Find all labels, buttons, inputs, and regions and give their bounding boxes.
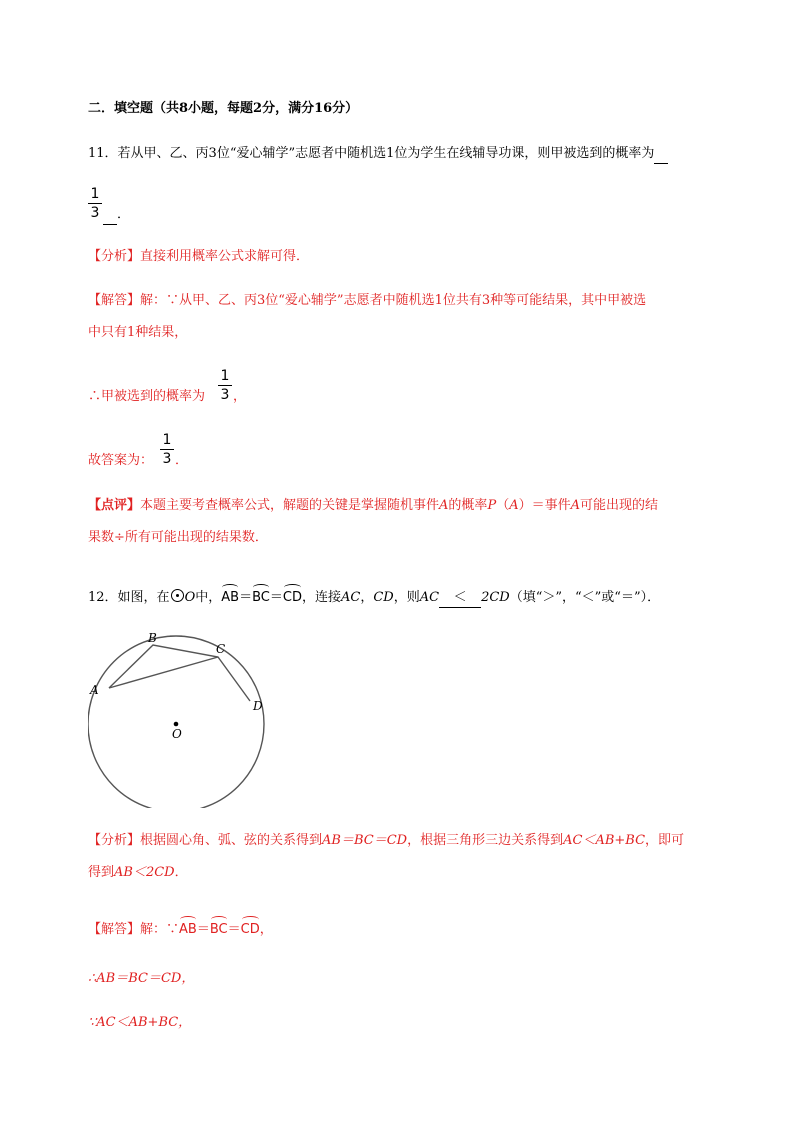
q11-number: 11． bbox=[88, 146, 118, 161]
q12-ac: AC bbox=[340, 590, 361, 605]
q12-text-4: ，则 bbox=[393, 590, 420, 605]
q11-comment-label: 【点评】 bbox=[88, 498, 141, 513]
q11-step2-numerator: 1 bbox=[160, 432, 174, 450]
q12-solution-arc-ab: AB bbox=[179, 918, 197, 939]
q12-text-2: 中， bbox=[195, 590, 222, 605]
q12-step2 bbox=[88, 1014, 191, 1032]
q11-solution-text1: 解：∵从甲、乙、丙3位“爱心辅学”志愿者中随机选1位共有3种等可能结果，其中甲被选 bbox=[140, 293, 647, 308]
q12-solution-eq-1: ＝ bbox=[196, 922, 210, 937]
q11-comment-line2 bbox=[88, 529, 268, 547]
label-d: D bbox=[253, 699, 263, 713]
q12-analysis-text-a: 根据圆心角、弧、弦的关系得到 bbox=[140, 833, 323, 848]
q11-comment-line1 bbox=[88, 497, 658, 515]
q11-blank-end bbox=[103, 206, 117, 225]
q11-comment-text-c: （ bbox=[496, 498, 510, 513]
q12-2cd: 2CD bbox=[481, 590, 510, 605]
q12-solution-arc-cd: CD bbox=[241, 918, 260, 939]
q12-analysis-expr2: AC＜AB+BC bbox=[563, 833, 646, 848]
q11-blank-start bbox=[654, 145, 668, 164]
q11-comment-var-a2: A bbox=[509, 498, 519, 513]
q12-analysis-text-e: ． bbox=[174, 865, 188, 880]
q12-answer-blank: ＜ bbox=[439, 589, 481, 608]
q11-solution-line1 bbox=[88, 292, 646, 310]
q11-step1-fraction bbox=[218, 368, 232, 403]
q11-answer-tail bbox=[103, 206, 130, 225]
q11-answer-denominator: 3 bbox=[90, 205, 100, 221]
q11-comment-text2: 果数÷所有可能出现的结果数． bbox=[88, 530, 268, 545]
q11-comment-text-d: ）＝事件 bbox=[518, 498, 571, 513]
q11-step1-suffix: ， bbox=[233, 389, 247, 404]
q12-number: 12． bbox=[88, 590, 118, 605]
q12-arc-cd: CD bbox=[283, 586, 302, 607]
q11-step2 bbox=[88, 452, 153, 470]
q12-eq-1: ＝ bbox=[239, 590, 253, 605]
q12-analysis-label: 【分析】 bbox=[88, 833, 141, 848]
q11-step1-end bbox=[233, 388, 246, 406]
q12-text-5: （填“＞”，“＜”或“＝”）． bbox=[509, 590, 661, 605]
section-heading-text: 二．填空题（共8小题，每题2分，满分16分） bbox=[88, 101, 359, 116]
q12-eq-2: ＝ bbox=[269, 590, 283, 605]
q11-step2-prefix: 故答案为： bbox=[88, 453, 154, 468]
q11-answer-period: ． bbox=[117, 207, 131, 222]
q12-arc-bc: BC bbox=[252, 586, 270, 607]
q12-text-1: 如图，在 bbox=[117, 590, 170, 605]
q11-answer-numerator: 1 bbox=[88, 186, 102, 204]
q12-circle-name: O bbox=[184, 590, 196, 605]
q11-step2-end bbox=[175, 452, 188, 470]
q12-arc-ab: AB bbox=[221, 586, 239, 607]
q11-analysis-label: 【分析】 bbox=[88, 249, 141, 264]
q11-comment-text-a: 本题主要考查概率公式，解题的关键是掌握随机事件 bbox=[140, 498, 440, 513]
center-point-o bbox=[174, 722, 179, 727]
q12-cd: CD bbox=[373, 590, 394, 605]
q12-text-3: ，连接 bbox=[301, 590, 341, 605]
label-c: C bbox=[216, 642, 226, 656]
section-heading bbox=[88, 100, 358, 118]
label-a: A bbox=[90, 683, 99, 697]
q12-solution bbox=[88, 918, 273, 939]
circle-symbol-icon bbox=[171, 589, 184, 602]
q12-solution-arc-bc: BC bbox=[210, 918, 228, 939]
q11-step1-numerator: 1 bbox=[218, 368, 232, 386]
q11-comment-text-b: 的概率 bbox=[448, 498, 488, 513]
q12-analysis-expr1: AB＝BC＝CD bbox=[322, 833, 408, 848]
q11-comment-var-p: P bbox=[487, 498, 497, 513]
circle-figure bbox=[88, 628, 278, 808]
q12-step2-text: ∵AC＜AB+BC， bbox=[88, 1015, 192, 1030]
q11-analysis-text: 直接利用概率公式求解可得． bbox=[140, 249, 310, 264]
q11-analysis bbox=[88, 248, 309, 266]
q11-solution-label: 【解答】 bbox=[88, 293, 141, 308]
label-o: O bbox=[172, 727, 182, 741]
q12-solution-label: 【解答】 bbox=[88, 922, 141, 937]
q11-answer-fraction bbox=[88, 186, 102, 221]
q12-ac2: AC bbox=[419, 590, 440, 605]
q11-step1-prefix: ∴甲被选到的概率为 bbox=[88, 389, 206, 404]
q11-comment-var-a3: A bbox=[570, 498, 580, 513]
q11-solution-line2 bbox=[88, 324, 187, 342]
q12-question bbox=[88, 586, 660, 608]
q12-comma: ， bbox=[360, 590, 374, 605]
q11-solution-text2: 中只有1种结果， bbox=[88, 325, 188, 340]
q11-step1-denominator: 3 bbox=[220, 387, 230, 403]
q11-comment-text-e: 可能出现的结 bbox=[580, 498, 659, 513]
q11-step2-denominator: 3 bbox=[162, 451, 172, 467]
q12-solution-comma: ， bbox=[259, 922, 273, 937]
q11-question bbox=[88, 145, 668, 164]
q12-analysis-text-d: 得到 bbox=[88, 865, 115, 880]
q11-step2-suffix: ． bbox=[175, 453, 189, 468]
q12-solution-eq-2: ＝ bbox=[227, 922, 241, 937]
q12-analysis-text-b: ，根据三角形三边关系得到 bbox=[407, 833, 564, 848]
q11-text: 若从甲、乙、丙3位“爱心辅学”志愿者中随机选1位为学生在线辅导功课，则甲被选到的概率为 bbox=[117, 146, 655, 161]
q11-step2-fraction bbox=[160, 432, 174, 467]
q12-step1-text: ∴AB＝BC＝CD， bbox=[88, 971, 195, 986]
q12-analysis-line1 bbox=[88, 832, 684, 850]
q12-analysis-expr3: AB＜2CD bbox=[114, 865, 175, 880]
q12-analysis-text-c: ，即可 bbox=[645, 833, 685, 848]
q12-analysis-line2 bbox=[88, 864, 188, 882]
q11-step1 bbox=[88, 388, 205, 406]
q12-step1 bbox=[88, 970, 194, 988]
q12-solution-prefix: 解：∵ bbox=[140, 922, 180, 937]
label-b: B bbox=[148, 631, 157, 645]
q11-comment-var-a: A bbox=[439, 498, 449, 513]
